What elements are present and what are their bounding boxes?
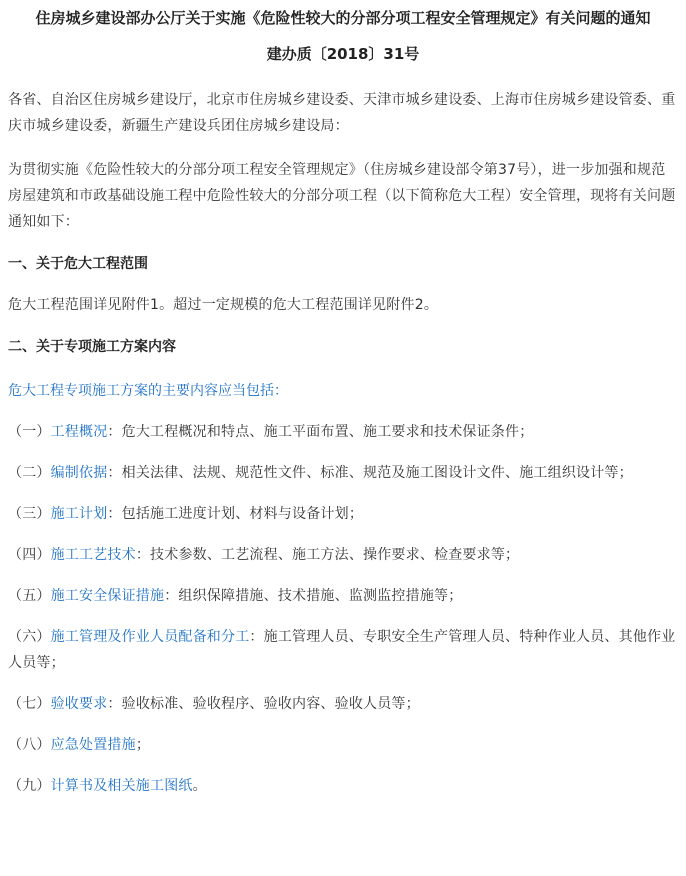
document-title: 住房城乡建设部办公厅关于实施《危险性较大的分部分项工程安全管理规定》有关问题的通知 — [35, 9, 651, 27]
intro-paragraph: 为贯彻实施《危险性较大的分部分项工程安全管理规定》（住房城乡建设部令第37号），进一步加强和规范房屋建筑和市政基础设施工程中危险性较大的分部分项工程（以下简称危大工程）安全管理，现将有关问题通知如下： — [8, 162, 676, 230]
list-item-number: （五） — [8, 588, 51, 604]
list-item-number: （一） — [8, 424, 51, 440]
list-item-number: （四） — [8, 547, 51, 563]
list-item-number: （七） — [8, 696, 51, 712]
list-item-separator: ： — [135, 547, 151, 563]
list-item-key: 验收要求 — [50, 696, 108, 712]
section-heading-plan-content: 二、关于专项施工方案内容 — [8, 339, 176, 355]
list-item-key: 编制依据 — [50, 465, 108, 481]
document-number: 建办质〔2018〕31号 — [266, 45, 420, 63]
list-item-separator: ： — [107, 696, 122, 712]
list-item-text: 相关法律、法规、规范性文件、标准、规范及施工图设计文件、施工组织设计等； — [121, 465, 633, 481]
list-item-separator: ： — [249, 629, 264, 645]
list-item-text: 危大工程概况和特点、施工平面布置、施工要求和技术保证条件； — [121, 424, 534, 440]
plan-content-lead: 危大工程专项施工方案的主要内容应当包括： — [8, 383, 288, 399]
list-item-text: 组织保障措施、技术措施、监测监控措施等； — [178, 588, 463, 604]
list-item — [8, 773, 678, 799]
list-item-key: 工程概况 — [50, 424, 108, 440]
list-item-text: 施工管理人员、专职安全生产管理人员、特种作业人员、其他作业人员等； — [8, 629, 676, 671]
list-item-key: 施工计划 — [50, 506, 108, 522]
list-item — [8, 501, 678, 527]
section-heading-scope: 一、关于危大工程范围 — [8, 256, 148, 272]
list-item-number: （九） — [8, 778, 51, 794]
list-item-separator: 。 — [192, 778, 207, 794]
list-item — [8, 732, 678, 758]
list-item-number: （二） — [8, 465, 51, 481]
list-item-separator: ： — [107, 424, 122, 440]
list-item — [8, 542, 678, 568]
recipients-paragraph: 各省、自治区住房城乡建设厅，北京市住房城乡建设委、天津市城乡建设委、上海市住房城乡建设管委、重庆市城乡建设委，新疆生产建设兵团住房城乡建设局： — [8, 92, 676, 134]
list-item-text: 技术参数、工艺流程、施工方法、操作要求、检查要求等； — [150, 547, 520, 563]
list-item-separator: ； — [135, 737, 151, 753]
list-item-text: 包括施工进度计划、材料与设备计划； — [121, 506, 364, 522]
list-item-separator: ： — [107, 506, 122, 522]
list-item-number: （三） — [8, 506, 51, 522]
list-item-key: 计算书及相关施工图纸 — [50, 778, 193, 794]
list-item — [8, 691, 678, 717]
list-item-key: 施工管理及作业人员配备和分工 — [50, 629, 250, 645]
list-item-key: 施工安全保证措施 — [50, 588, 165, 604]
list-item-separator: ： — [107, 465, 122, 481]
list-item-key: 施工工艺技术 — [50, 547, 136, 563]
list-item — [8, 419, 678, 445]
list-item — [8, 460, 678, 486]
scope-paragraph: 危大工程范围详见附件1。超过一定规模的危大工程范围详见附件2。 — [8, 297, 439, 313]
list-item-key: 应急处置措施 — [50, 737, 136, 753]
list-item — [8, 624, 678, 676]
list-item-number: （六） — [8, 629, 51, 645]
list-item-number: （八） — [8, 737, 51, 753]
list-item — [8, 583, 678, 609]
list-item-text: 验收标准、验收程序、验收内容、验收人员等； — [121, 696, 420, 712]
list-item-separator: ： — [164, 588, 179, 604]
